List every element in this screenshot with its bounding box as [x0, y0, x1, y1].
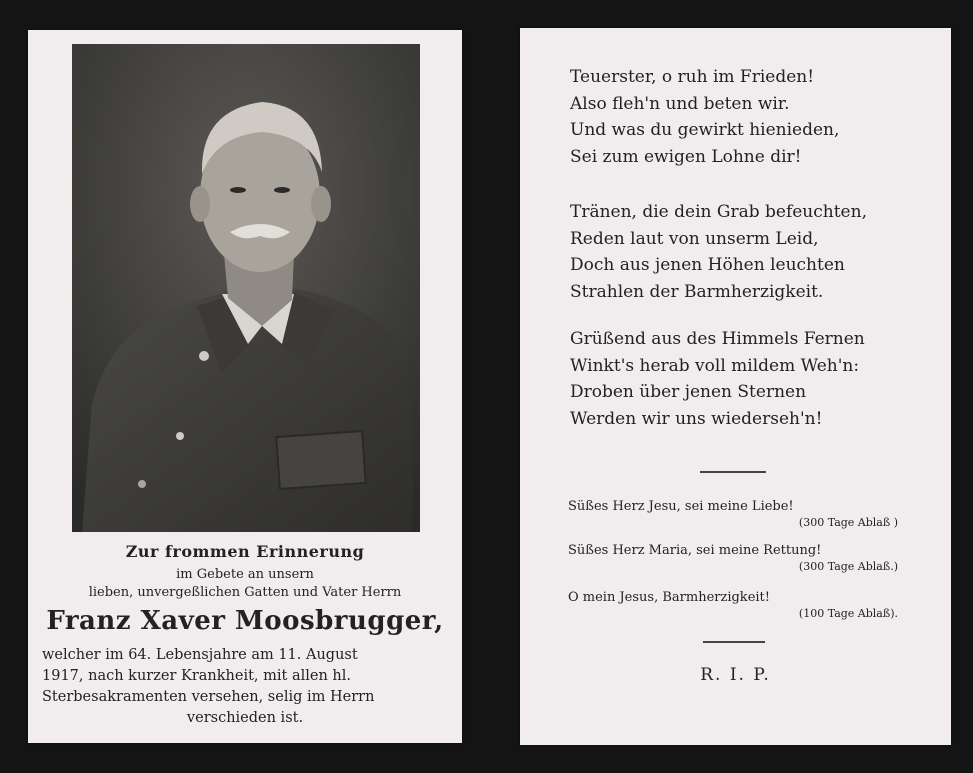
- death-notice-text: [42, 645, 448, 729]
- poem-line: Winkt's herab voll mildem Weh'n:: [570, 355, 860, 376]
- prayer-invocation: [568, 499, 898, 529]
- poem-stanza: [570, 64, 839, 170]
- prayer-text: O mein Jesus, Barmherzigkeit!: [568, 590, 770, 605]
- prayer-text: Süßes Herz Jesu, sei meine Liebe!: [568, 499, 794, 514]
- poem-line: Grüßend aus des Himmels Fernen: [570, 329, 865, 349]
- rip-closing: R. I. P.: [700, 665, 771, 685]
- poem-line: Also fleh'n und beten wir.: [570, 93, 790, 114]
- portrait-photo: [72, 44, 420, 532]
- poem-stanza: [570, 199, 867, 305]
- divider: [700, 471, 766, 473]
- notice-line: welcher im 64. Lebensjahre am 11. August: [42, 647, 358, 663]
- prayer-invocation: [568, 590, 898, 620]
- remembrance-heading: Zur frommen Erinnerung: [125, 542, 365, 561]
- deceased-name: Franz Xaver Moosbrugger,: [46, 606, 444, 636]
- poem-line: Doch aus jenen Höhen leuchten: [570, 255, 845, 275]
- notice-line: 1917, nach kurzer Krankheit, mit allen hl.: [42, 668, 351, 684]
- prayer-invocation: [568, 543, 898, 573]
- poem-line: Und was du gewirkt hienieden,: [570, 120, 840, 140]
- poem-stanza: [570, 326, 865, 432]
- poem-line: Werden wir uns wiederseh'n!: [570, 408, 823, 429]
- portrait-illustration: [72, 44, 420, 532]
- divider: [703, 641, 765, 643]
- memorial-card-back: [520, 28, 951, 745]
- poem-line: Sei zum ewigen Lohne dir!: [570, 146, 802, 167]
- prayer-request-line: im Gebete an unsern: [176, 567, 314, 582]
- poem-line: Reden laut von unserm Leid,: [570, 228, 819, 249]
- memorial-card-front: [28, 30, 462, 743]
- poem-line: Teuerster, o ruh im Frieden!: [570, 67, 815, 87]
- indulgence-note: (300 Tage Ablaß.): [798, 560, 898, 573]
- indulgence-note: (300 Tage Ablaß ): [798, 516, 898, 529]
- prayer-text: Süßes Herz Maria, sei meine Rettung!: [568, 543, 822, 558]
- notice-line: verschieden ist.: [186, 710, 304, 726]
- dedication-line: lieben, unvergeßlichen Gatten und Vater Herrn: [88, 585, 402, 600]
- indulgence-note: (100 Tage Ablaß).: [798, 607, 898, 620]
- notice-line: Sterbesakramenten versehen, selig im Herrn: [42, 689, 375, 705]
- poem-line: Tränen, die dein Grab befeuchten,: [570, 202, 867, 222]
- poem-line: Strahlen der Barmherzigkeit.: [570, 281, 824, 302]
- poem-line: Droben über jenen Sternen: [570, 382, 807, 402]
